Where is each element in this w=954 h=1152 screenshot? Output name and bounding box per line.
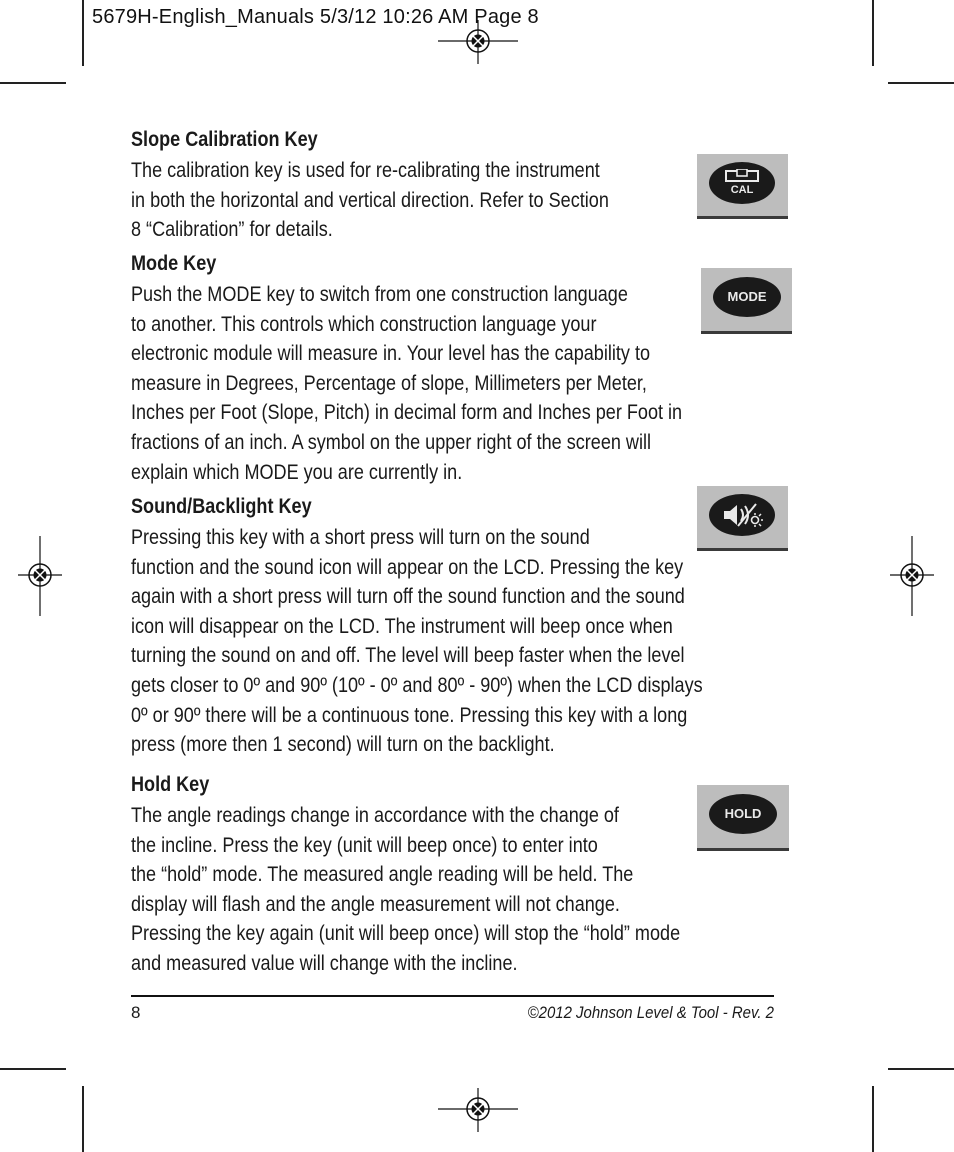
section-title-mode: Mode Key xyxy=(131,252,217,275)
text-line: Pressing this key with a short press will turn on the sound xyxy=(131,526,590,549)
crop-mark xyxy=(82,1086,84,1152)
text-line: Pressing the key again (unit will beep once) will stop the “hold” mode xyxy=(131,922,681,946)
text-line: The angle readings change in accordance with the change of xyxy=(131,804,619,827)
crop-mark xyxy=(872,0,874,66)
text-line: press (more then 1 second) will turn on the backlight. xyxy=(131,733,555,757)
registration-mark-icon xyxy=(438,1088,518,1132)
text-line: measure in Degrees, Percentage of slope, Millimeters per Meter, xyxy=(131,371,647,395)
text-line: The calibration key is used for re-calibrating the instrument xyxy=(131,159,600,182)
section-body-sound xyxy=(131,523,703,760)
page-number: 8 xyxy=(131,1003,141,1022)
text-line: Push the MODE key to switch from one construction language xyxy=(131,283,628,306)
text-line: function and the sound icon will appear on the LCD. Pressing the key xyxy=(131,555,684,579)
sound-key-pill xyxy=(709,494,775,536)
footer-rule xyxy=(131,995,774,997)
text-line: display will flash and the angle measurement will not change. xyxy=(131,892,620,916)
copyright: ©2012 Johnson Level & Tool - Rev. 2 xyxy=(527,1003,774,1022)
hold-key-image xyxy=(697,785,789,851)
section-body-calibration xyxy=(131,156,609,245)
registration-mark-icon xyxy=(890,536,934,616)
cal-key-image xyxy=(697,154,788,219)
hold-key-pill xyxy=(709,794,777,834)
text-line: Inches per Foot (Slope, Pitch) in decimal form and Inches per Foot in xyxy=(131,401,683,425)
level-icon xyxy=(725,169,759,183)
mode-key-label: MODE xyxy=(727,289,767,304)
section-title-calibration: Slope Calibration Key xyxy=(131,128,318,151)
section-title-hold: Hold Key xyxy=(131,773,210,796)
crop-mark xyxy=(888,82,954,84)
crop-mark xyxy=(0,82,66,84)
text-line: in both the horizontal and vertical direction. Refer to Section xyxy=(131,188,609,212)
hold-key-label: HOLD xyxy=(724,806,762,821)
text-line: icon will disappear on the LCD. The instrument will beep once when xyxy=(131,614,673,638)
crop-mark xyxy=(872,1086,874,1152)
text-line: electronic module will measure in. Your level has the capability to xyxy=(131,342,651,366)
text-line: the incline. Press the key (unit will beep once) to enter into xyxy=(131,833,598,857)
text-line: turning the sound on and off. The level will beep faster when the level xyxy=(131,644,685,668)
text-line: and measured value will change with the incline. xyxy=(131,951,518,975)
section-body-hold xyxy=(131,801,680,979)
text-line: fractions of an inch. A symbol on the upper right of the screen will xyxy=(131,430,652,454)
text-line: to another. This controls which construction language your xyxy=(131,312,597,336)
mode-key-pill xyxy=(713,277,781,317)
text-line: again with a short press will turn off the sound function and the sound xyxy=(131,585,685,609)
text-line: 8 “Calibration” for details. xyxy=(131,218,333,242)
crop-mark xyxy=(888,1068,954,1070)
cal-key-label: CAL xyxy=(730,184,754,196)
cal-key-pill xyxy=(709,162,775,204)
mode-key-image xyxy=(701,268,792,334)
registration-mark-icon xyxy=(18,536,62,616)
text-line: 0º or 90º there will be a continuous tone. Pressing this key with a long xyxy=(131,703,688,727)
registration-mark-icon xyxy=(438,20,518,64)
print-slug: 5679H-English_Manuals 5/3/12 10:26 AM Page 8 xyxy=(92,6,539,28)
text-line: the “hold” mode. The measured angle reading will be held. The xyxy=(131,863,634,887)
section-body-mode xyxy=(131,280,682,487)
text-line: explain which MODE you are currently in. xyxy=(131,460,463,484)
text-line: gets closer to 0º and 90º (10º - 0º and 80º - 90º) when the LCD displays xyxy=(131,673,703,697)
crop-mark xyxy=(82,0,84,66)
sound-backlight-key-image xyxy=(697,486,788,551)
section-title-sound: Sound/Backlight Key xyxy=(131,495,312,518)
crop-mark xyxy=(0,1068,66,1070)
speaker-light-icon xyxy=(720,500,764,530)
